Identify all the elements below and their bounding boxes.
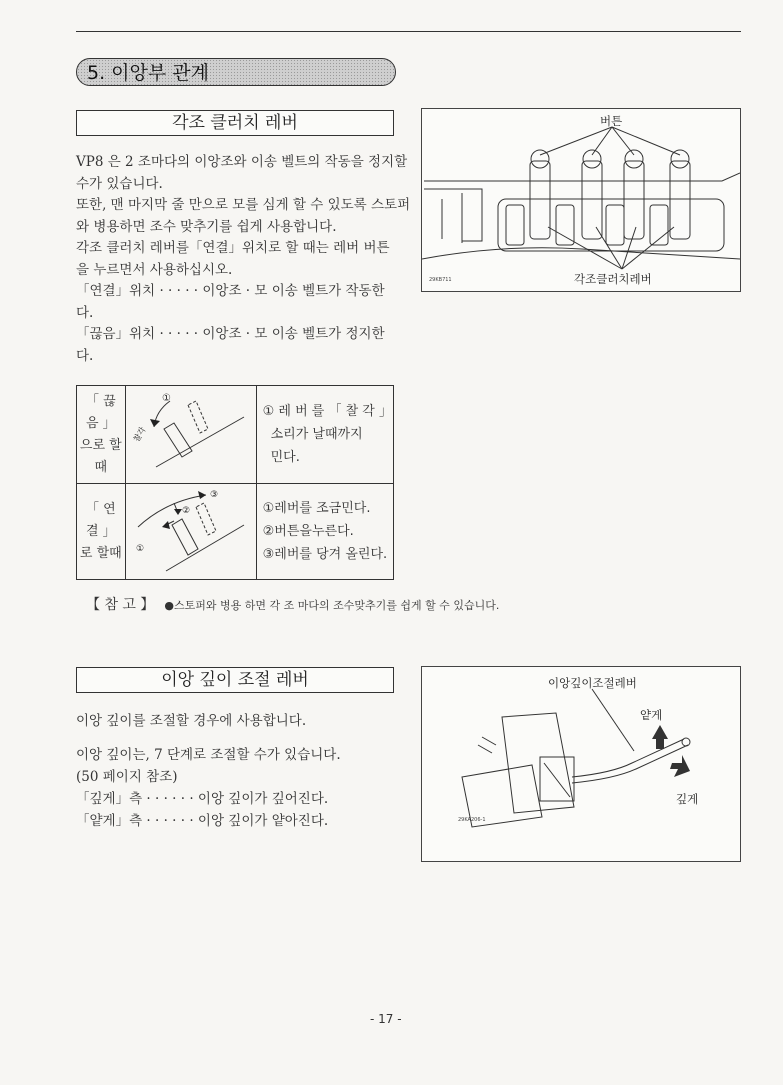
depth-figure: [421, 666, 741, 862]
click-sound-mark: 찰각: [131, 425, 148, 443]
clutch-lever-illustration: [422, 109, 740, 291]
clutch-line: 다.: [76, 347, 94, 364]
op-steps: ① 레 버 를 「 찰 각 」 소리가 날때까지 민다.: [256, 386, 393, 484]
depth-lever-illustration: [422, 667, 740, 861]
depth-line: 이앙 깊이를 조절할 경우에 사용합니다.: [76, 713, 307, 729]
depth-line: 「깊게」측 · · · · · · 이앙 깊이가 깊어진다.: [76, 791, 329, 807]
note-text: ●스토퍼와 병용 하면 각 조 마다의 조수맞추기를 쉽게 할 수 있습니다.: [164, 599, 500, 612]
figure-code: 29KB711: [429, 277, 452, 283]
clutch-line: 수가 있습니다.: [76, 175, 163, 192]
op-label: 「 연 결 」 로 할때: [77, 484, 126, 580]
page-number: - 17 -: [370, 1012, 402, 1026]
depth-line: 이앙 깊이는, 7 단계로 조절할 수가 있습니다.: [76, 747, 341, 763]
figure-code: 29KA206-1: [458, 817, 486, 823]
step-mark: ②: [181, 505, 190, 516]
section-title: 5. 이앙부 관계: [76, 58, 396, 86]
clutch-line: 「연결」위치 · · · · · 이앙조 · 모 이송 벨트가 작동한: [76, 283, 385, 299]
table-row: [77, 386, 394, 484]
depth-heading: 이앙 깊이 조절 레버: [76, 667, 394, 693]
step-mark: ①: [161, 392, 171, 404]
note-label: 【 참 고 】: [86, 597, 155, 613]
clutch-figure: [421, 108, 741, 292]
top-rule: [76, 31, 741, 32]
button-label: 버튼: [600, 114, 623, 128]
clutch-line: 다.: [76, 304, 94, 321]
engage-lever-illustration: [126, 485, 256, 579]
shallow-label: 얕게: [640, 708, 663, 722]
operations-table: [76, 385, 394, 580]
clutch-line: 「끊음」위치 · · · · · 이앙조 · 모 이송 벨트가 정지한: [76, 326, 385, 342]
op-figure-disengage: [125, 386, 256, 484]
depth-line: 「얕게」측 · · · · · · 이앙 깊이가 얕아진다.: [76, 813, 329, 829]
op-figure-engage: [125, 484, 256, 580]
clutch-paragraph: [76, 152, 410, 367]
clutch-line: 을 누르면서 사용하십시오.: [76, 261, 233, 278]
deep-label: 깊게: [676, 792, 699, 806]
op-steps: ①레버를 조금민다. ②버튼을누른다. ③레버를 당겨 올린다.: [256, 484, 393, 580]
depth-line: (50 페이지 참조): [76, 769, 178, 785]
depth-lever-label: 이앙깊이조절레버: [548, 676, 637, 690]
depth-paragraph: [76, 710, 341, 832]
disengage-lever-illustration: [126, 387, 256, 483]
step-mark: ③: [209, 489, 218, 500]
clutch-line: 또한, 맨 마지막 줄 만으로 모를 심게 할 수 있도록 스토퍼: [76, 197, 411, 213]
step-mark: ①: [135, 543, 144, 554]
clutch-lever-label: 각조클러치레버: [574, 272, 652, 286]
clutch-line: 와 병용하면 조수 맞추기를 쉽게 사용합니다.: [76, 218, 337, 235]
table-row: [77, 484, 394, 580]
op-label: 「 끊 음 」 으로 할때: [77, 386, 126, 484]
clutch-line: 각조 클러치 레버를「연결」위치로 할 때는 레버 버튼: [76, 240, 390, 256]
reference-note: [86, 594, 499, 614]
clutch-heading: 각조 클러치 레버: [76, 110, 394, 136]
clutch-line: VP8 은 2 조마다의 이앙조와 이송 벨트의 작동을 정지할: [76, 154, 408, 170]
